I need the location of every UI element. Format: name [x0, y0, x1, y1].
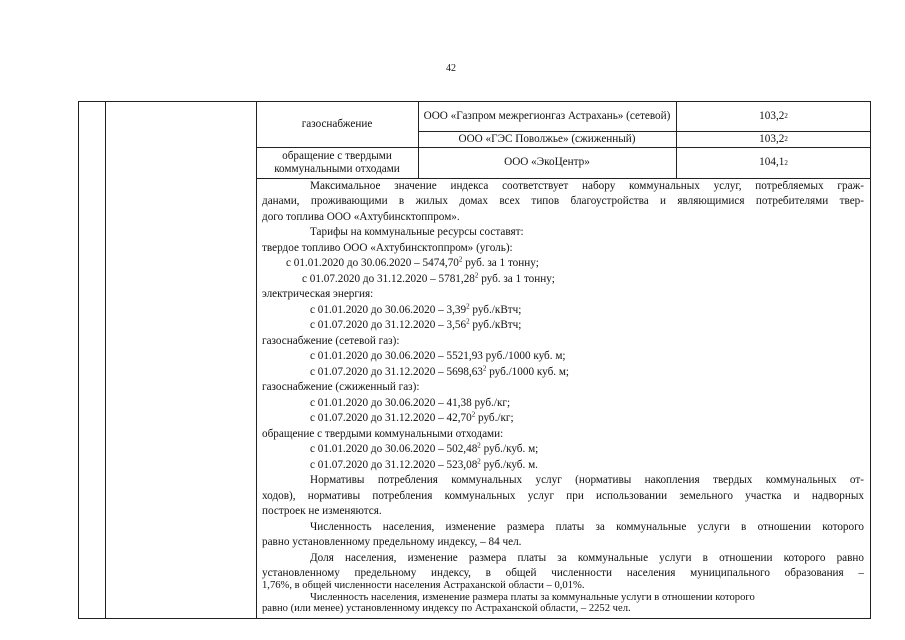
- table-cell-provider: ООО «ГЭС Поволжье» (сжиженный): [458, 132, 636, 145]
- paragraph-line: равно установленному предельному индексу, – 84 чел.: [262, 536, 522, 548]
- tariff-line: с 01.07.2020 до 31.12.2020 – 5781,28$^2$ руб. за 1 тонну;: [302, 271, 555, 285]
- tariff-line: с 01.07.2020 до 31.12.2020 – 3,56$^2$ руб./кВтч;: [310, 317, 522, 331]
- tariff-line: с 01.07.2020 до 31.12.2020 – 5698,63$^2$ руб./1000 куб. м;: [310, 364, 570, 378]
- electric-heading: электрическая энергия:: [262, 288, 374, 300]
- table-cell-index: 103,2 2: [759, 132, 788, 145]
- gas-network-heading: газоснабжение (сетевой газ):: [262, 335, 400, 347]
- table-cell-index: 104,1 2: [759, 156, 788, 168]
- table-cell-index: 103,2 2: [759, 109, 788, 122]
- table-cell-provider: ООО «Газпром межрегионгаз Астрахань» (сетевой): [423, 109, 671, 122]
- tariff-line: с 01.01.2020 до 30.06.2020 – 41,38 руб./кг;: [310, 397, 511, 409]
- paragraph-line: 1,76%, в общей численности населения Астраханской области – 0,01%.: [262, 580, 585, 591]
- paragraph-line: построек не изменяются.: [262, 505, 382, 517]
- paragraph-line: равно (или менее) установленному индексу по Астраханской области, – 2252 чел.: [262, 603, 631, 614]
- paragraph-line: ходов), нормативы потребления коммунальных услуг при использовании земельного участка и надворных: [262, 490, 864, 502]
- paragraph-line: установленному предельному индексу, в общей численности населения муниципального образования –: [262, 567, 864, 579]
- tariff-line: с 01.01.2020 до 30.06.2020 – 5521,93 руб./1000 куб. м;: [310, 350, 566, 362]
- paragraph-line: данами, проживающими в жилых домах всех типов благоустройства и являющимися потребителями твер-: [262, 195, 864, 207]
- page-number: 42: [446, 63, 456, 74]
- table-cell-provider: ООО «ЭкоЦентр»: [504, 156, 590, 168]
- tariff-line: с 01.07.2020 до 31.12.2020 – 523,08$^2$ руб./куб. м.: [310, 457, 538, 471]
- tariff-line: с 01.01.2020 до 30.06.2020 – 3,39$^2$ руб./кВтч;: [310, 302, 522, 316]
- waste-heading: обращение с твердыми коммунальными отходами:: [262, 428, 504, 440]
- tariffs-heading: Тарифы на коммунальные ресурсы составят:: [310, 226, 524, 238]
- solid-fuel-heading: твердое топливо ООО «Ахтубинсктоппром» (уголь):: [262, 242, 513, 254]
- paragraph-line: Максимальное значение индекса соответствует набору коммунальных услуг, потребляемых граж-: [310, 180, 864, 192]
- tariff-line: с 01.01.2020 до 30.06.2020 – 5474,70$^2$ руб. за 1 тонну;: [286, 255, 539, 269]
- gas-lpg-heading: газоснабжение (сжиженный газ):: [262, 381, 420, 393]
- table-cell-service: газоснабжение: [301, 117, 373, 130]
- tariff-line: с 01.01.2020 до 30.06.2020 – 502,48$^2$ руб./куб. м;: [310, 441, 539, 455]
- paragraph-line: дого топлива ООО «Ахтубинсктоппром».: [262, 211, 460, 223]
- table-cell-service: обращение с твердыми коммунальными отходами: [274, 149, 400, 175]
- paragraph-line: Численность населения, изменение размера платы за коммунальные услуги в отношении которого: [310, 521, 864, 533]
- paragraph-line: Доля населения, изменение размера платы за коммунальные услуги в отношении которого равно: [310, 552, 864, 564]
- paragraph-line: Нормативы потребления коммунальных услуг (нормативы накопления твердых коммунальных от-: [310, 474, 864, 486]
- tariff-line: с 01.07.2020 до 31.12.2020 – 42,70$^2$ руб./кг;: [310, 410, 514, 424]
- column-divider: [105, 101, 106, 619]
- paragraph-line: Численность населения, изменение размера платы за коммунальные услуги в отношении которого: [310, 592, 755, 603]
